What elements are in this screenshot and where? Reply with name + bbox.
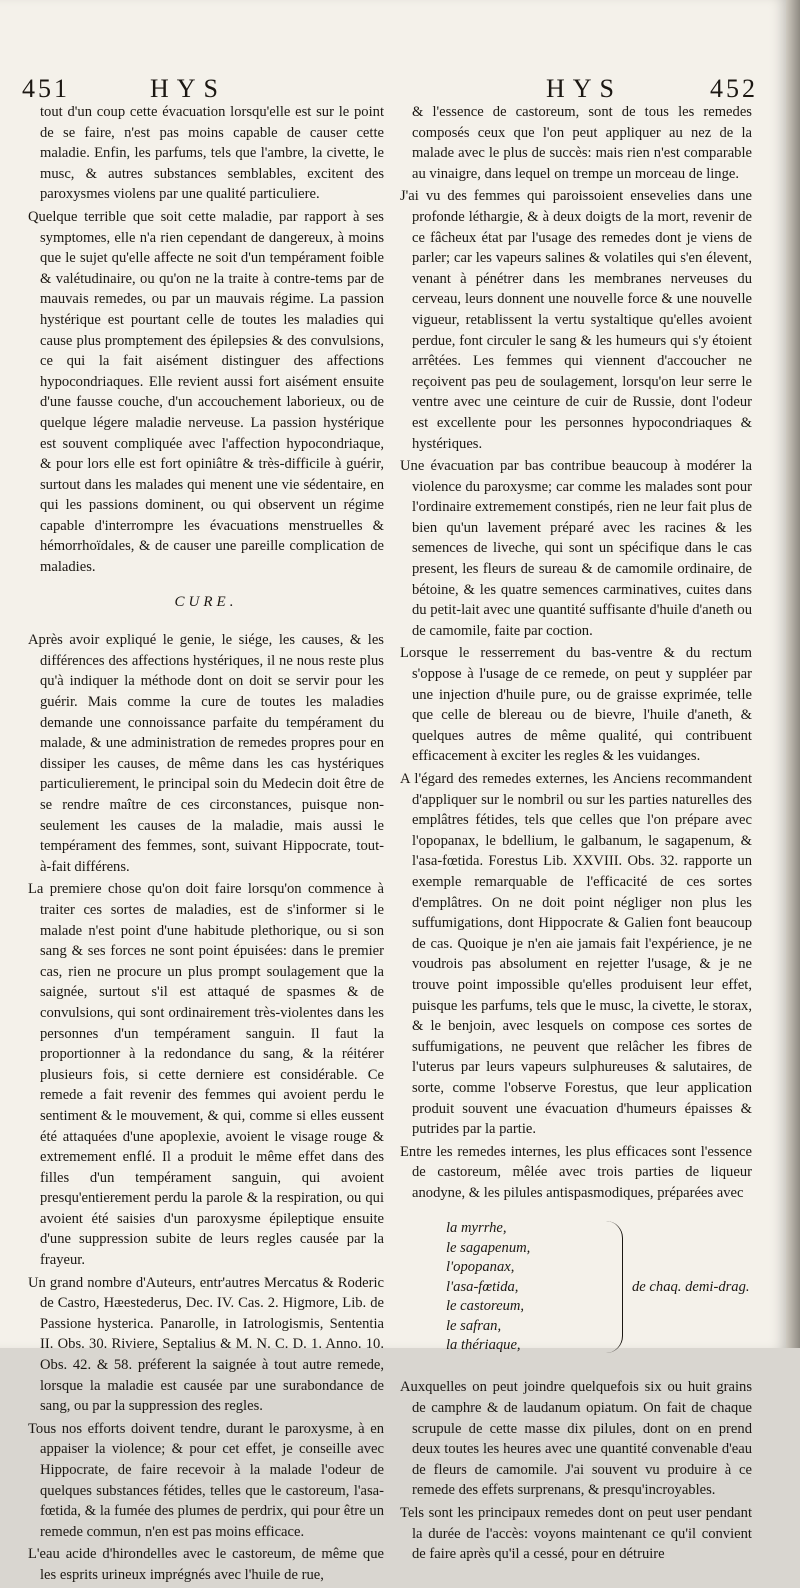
paragraph: La premiere chose qu'on doit faire lorsqu'on commence à traiter ces sortes de maladies, est de s'informer si le malade n'est point d'une habitude plethorique, ou si son sang & ses forces ne sont point épuisées: dans le premier cas, rien ne procure un plus prompt soulagement que la saignée, surtout s'il est attaqué de spasmes & de convulsions, qui sont ordinairement très-violentes dans les personnes d'un tempérament sanguin. Il faut la proportionner à la redondance du sang, & la réitérer plusieurs fois, si cette derniere est considérable. Ce remede a fait revenir des femmes qui avoient perdu le sentiment & le mouvement, & qui, comme si elles eussent été attaquées d'une apoplexie, avoient le visage rouge & extremement enflé. Il a produit le même effet dans des filles d'un tempérament sanguin, qui avoient presqu'entierement perdu la parole & la respiration, ou qui avoient été saisies d'un paroxysme épileptique ensuite d'une suppression subite de leurs regles causée par la frayeur.	[28, 881, 384, 1269]
brace-mark	[606, 1221, 623, 1353]
paragraph: Entre les remedes internes, les plus efficaces sont l'essence de castoreum, mêlée avec trois parties de liqueur anodyne, & les pilules antispasmodiques, préparées avec	[400, 1143, 752, 1201]
ingredient-item: la myrrhe,	[446, 1220, 507, 1237]
paragraph: & l'essence de castoreum, sont de tous les remedes composés ceux que l'on peut appliquer au nez de la malade avec le plus de succès: mais rien n'est comparable au vinaigre, dans lequel on trempe un morceau de linge.	[412, 104, 752, 182]
paragraph: Auxquelles on peut joindre quelquefois six ou huit grains de camphre & de laudanum opiatum. On fait de chaque scrupule de cette masse dix pilules, dont on en prend deux toutes les heures avec une quantité convenable d'eau de fleurs de camomile. J'ai souvent vu produire à ce remede des effets surprenans, & presqu'incroyables.	[400, 1379, 752, 1499]
paragraph: J'ai vu des femmes qui paroissoient ensevelies dans une profonde léthargie, & à deux doigts de la mort, revenir de ce fâcheux état par l'usage des remedes dont je viens de parler; car les vapeurs salines & volatiles qui s'en élevent, venant à pénétrer dans les membranes nerveuses du cerveau, leurs donnent une nouvelle force & une nouvelle vigueur, retablissent la vertu systaltique qu'elles avoient perdue, font circuler le sang & les humeurs qui s'y étoient arrêtées. Les femmes qui viennent d'accoucher ne reçoivent pas peu de soulagement, lorsqu'on leur serre le ventre avec une ceinture de cuir de Russie, dont l'odeur est excellente pour les personnes hypocondriaques & hystériques.	[400, 188, 752, 452]
page-number-right: 452	[710, 74, 758, 103]
ingredient-item: la thériaque,	[446, 1337, 521, 1354]
running-title-right: HYS	[546, 74, 623, 103]
paragraph: Après avoir expliqué le genie, le siége, les causes, & les différences des affections hystériques, il ne nous reste plus qu'à indiquer la méthode dont on doit se servir pour les guérir. Mais comme la cure de toutes les maladies demande une connoissance parfaite du tempérament du malade, & une administration de remedes propres pour en dissiper les causes, de même dans les cas hystériques particulierement, le principal soin du Medecin doit être de se rendre maître de ces circonstances, puisque non-seulement les causes de la maladie, mais aussi le tempérament des femmes, sont, suivant Hippocrate, tout-à-fait différens.	[28, 632, 384, 875]
ingredient-item: l'opopanax,	[446, 1259, 515, 1276]
ingredient-item: le sagapenum,	[446, 1239, 531, 1256]
paragraph: A l'égard des remedes externes, les Anciens recommandent d'appliquer sur le nombril ou sur les parties naturelles des emplâtres fétides, tels que celles que l'on prépare avec l'opopanax, le bdellium, le galbanum, le sagapenum, & l'asa-fœtida. Forestus Lib. XXVIII. Obs. 32. rapporte un exemple remarquable de l'efficacité de ces sortes d'emplâtres. On ne doit point négliger non plus les suffumigations, dont Hippocrate & Galien font beaucoup de cas. Quoique je n'en aie jamais fait l'expérience, je ne voudrois pas absolument en rejetter l'usage, & je ne trouve point impossible qu'elles produisent leur effet, puisque les parfums, tels que le musc, la civette, le storax, & le benjoin, avec lesquels on compose ces sortes de suffumigations, ne peuvent que relâcher les fibres de l'uterus par leurs vapeurs sulphureuses & salutaires, de sorte, comme l'observe Forestus, que leur application produit souvent une évacuation d'humeurs épaisses & putrides par la partie.	[400, 771, 752, 1138]
page-edge-shadow	[786, 0, 800, 1348]
running-header	[22, 74, 758, 104]
paragraph: Quelque terrible que soit cette maladie, par rapport à ses symptomes, elle n'a rien cependant de dangereux, à moins que le sujet qu'elle affecte ne soit d'un tempérament foible & valétudinaire, ou qu'on ne la traite à contre-tems par de mauvais remedes, ou par un mauvais régime. La passion hystérique est pourtant celle de toutes les maladies qui cause plus promptement des épilepsies & des convulsions, ce qui la fait aisément distinguer des affections hypocondriaques. Elle revient aussi fort aisément ensuite d'une fausse couche, d'un accouchement laborieux, ou de quelque légere maladie nerveuse. La passion hystérique est souvent compliquée avec l'affection hypocondriaque, & pour lors elle est fort opiniâtre & très-difficile à guérir, surtout dans les malades qui menent une vie sédentaire, en qui les passions dominent, ou qui observent un régime capable d'interrompre les évacuations menstruelles & hémorrhoïdales, & de causer une pareille complication de maladies.	[28, 208, 384, 576]
page-number-left: 451	[22, 74, 70, 103]
right-column	[400, 102, 752, 1567]
ingredient-item: le castoreum,	[446, 1298, 525, 1315]
paragraph: Tels sont les principaux remedes dont on peut user pendant la durée de l'accès: voyons maintenant ce qu'il convient de faire après qu'il a cessé, pour en détruire	[400, 1505, 752, 1563]
section-heading: CURE.	[174, 593, 238, 610]
paragraph: L'eau acide d'hirondelles avec le castoreum, de même que les esprits urineux imprégnés avec l'huile de rue,	[28, 1546, 384, 1583]
left-column	[28, 102, 384, 1588]
ingredient-item: l'asa-fœtida,	[446, 1278, 519, 1295]
paragraph: Tous nos efforts doivent tendre, durant le paroxysme, à en appaiser la violence; & pour cet effet, je conseille avec Hippocrate, de faire recevoir à la malade l'odeur de quelques substances fétides, telles que le castoreum, l'asa-fœtida, & la fumée des plumes de perdrix, qui pour être un remede commun, n'en est pas moins efficace.	[28, 1420, 384, 1540]
ingredient-names	[446, 1219, 530, 1356]
ingredient-item: le safran,	[446, 1317, 502, 1334]
paragraph: Un grand nombre d'Auteurs, entr'autres Mercatus & Roderic de Castro, Hæestederus, Dec. IV. Cas. 2. Higmore, Lib. de Passione hysterica. Panarolle, in Iatrologismis, Sententia II. Obs. 30. Riviere, Septalius & M. N. C. D. 1. Anno. 10. Obs. 42. & 58. préferent la saignée à tout autre remede, lorsque la maladie est causée par une surabondance de sang, ou par la suppression des regles.	[28, 1274, 384, 1415]
ingredient-dose: de chaq. demi-drag.	[632, 1279, 750, 1296]
running-title-left: HYS	[150, 74, 227, 103]
paragraph: Lorsque le resserrement du bas-ventre & du rectum s'oppose à l'usage de ce remede, on peut y suppléer par une injection d'huile pure, ou de graisse exprimée, telle que celle de blereau ou de bievre, l'huile d'aneth, & quelques autres de même qualité, qui contribuent efficacement à exciter les regles & les vuidanges.	[400, 645, 752, 765]
paragraph: Une évacuation par bas contribue beaucoup à modérer la violence du paroxysme; car comme les malades sont pour l'ordinaire extremement constipés, rien ne leur fait plus de bien qu'un lavement préparé avec les racines & les semences de liveche, qui sont un spécifique dans le cas present, les fleurs de sureau & de camomile ordinaire, de bétoine, & les quatre semences carminatives, cuites dans du petit-lait avec une quantité suffisante d'huile d'aneth ou de camomile, faite par coction.	[400, 458, 752, 639]
ingredient-list	[400, 1219, 752, 1369]
paragraph: tout d'un coup cette évacuation lorsqu'elle est sur le point de se faire, n'est pas moins capable de causer cette maladie. Enfin, les parfums, tels que l'ambre, la civette, le musc, & autres substances semblables, excitent des paroxysmes violens par une qualité particuliere.	[40, 104, 384, 203]
